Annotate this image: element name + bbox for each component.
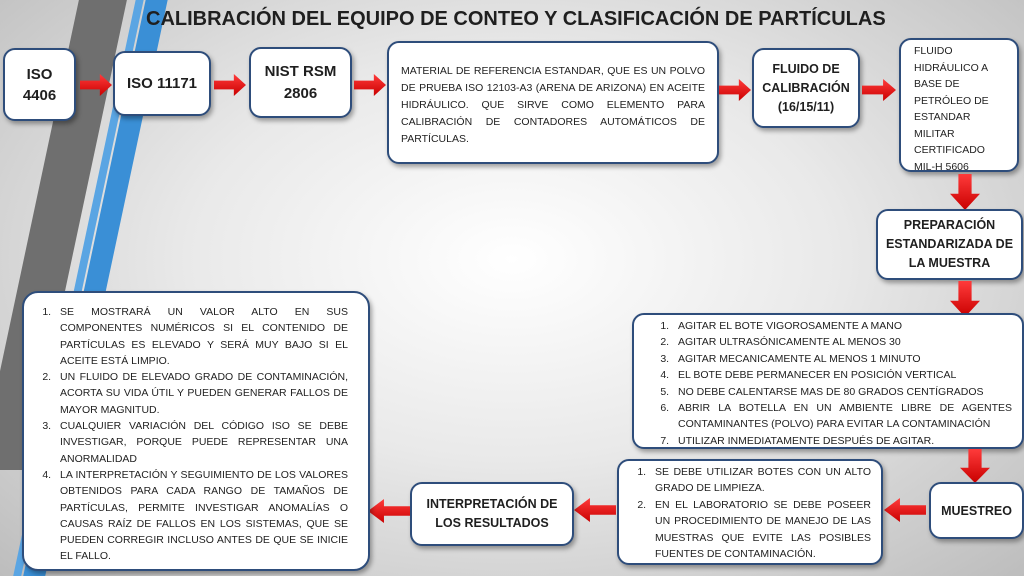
box-iso-4406: [3, 48, 76, 121]
arrow-left-3: [368, 499, 410, 523]
arrow-right-3: [354, 74, 386, 96]
arrow-down-3: [960, 449, 990, 483]
material-referencia-text: MATERIAL DE REFERENCIA ESTANDAR, QUE ES UN POLVO DE PRUEBA ISO 12103-A3 (ARENA DE ARIZONA) EN ACEITE HIDRÁULICO. QUE SIRVE COMO ELEMENTO PARA CALIBRACIÓN DE CONTADORES AUTOMÁTICOS DE PARTÍCULAS.: [401, 65, 705, 145]
page-title: CALIBRACIÓN DEL EQUIPO DE CONTEO Y CLASIFICACIÓN DE PARTÍCULAS: [146, 8, 886, 30]
arrow-right-4: [719, 79, 751, 101]
interpretacion-resultados-text: INTERPRETACIÓN DE LOS RESULTADOS: [426, 497, 558, 530]
agitar-step-3: 3. AGITAR MECANICAMENTE AL MENOS 1 MINUTO: [672, 351, 1012, 367]
muestreo-step-1: 1. SE DEBE UTILIZAR BOTES CON UN ALTO GRADO DE LIMPIEZA.: [649, 464, 871, 497]
agitar-step-4: 4. EL BOTE DEBE PERMANECER EN POSICIÓN VERTICAL: [672, 367, 1012, 383]
fluido-calibracion-text: FLUIDO DE CALIBRACIÓN (16/15/11): [762, 61, 850, 114]
agitar-step-2: 2. AGITAR ULTRASÓNICAMENTE AL MENOS 30: [672, 334, 1012, 350]
box-resultados-pasos: [22, 291, 370, 571]
arrow-right-5: [862, 79, 896, 101]
resultados-step-4: 4. LA INTERPRETACIÓN Y SEGUIMIENTO DE LOS VALORES OBTENIDOS PARA CADA RANGO DE TAMAÑOS DE PARTÍCULAS, PERMITE INVESTIGAR ANOMALÍAS O CAUSAS RAÍZ DE FALLOS EN LOS SISTEMAS, QUE SE PUEDEN CORREGIR INCLUSO ANTES DE QUE SE INICIE EL FALLO.: [54, 467, 348, 565]
box-nist-rsm: [249, 47, 352, 118]
resultados-step-3: 3. CUALQUIER VARIACIÓN DEL CÓDIGO ISO SE DEBE INVESTIGAR, PORQUE PUEDE REPRESENTAR UNA ANORMALIDAD: [54, 418, 348, 467]
arrow-right-2: [214, 74, 246, 96]
arrow-left-1: [884, 498, 926, 522]
resultados-steps-list: [34, 304, 348, 565]
fluido-hidraulico-text: FLUIDO HIDRÁULICO A BASE DE PETRÓLEO DE ESTANDAR MILITAR CERTIFICADO MIL-H 5606: [914, 45, 989, 173]
arrow-left-2: [574, 498, 616, 522]
box-interpretacion-resultados: [410, 482, 574, 546]
preparacion-muestra-text: PREPARACIÓN ESTANDARIZADA DE LA MUESTRA: [885, 218, 1014, 270]
agitar-step-7: 7. UTILIZAR INMEDIATAMENTE DESPUÉS DE AGITAR.: [672, 433, 1012, 449]
iso-11171-label: ISO 11171: [126, 75, 198, 92]
agitar-step-6: 6. ABRIR LA BOTELLA EN UN AMBIENTE LIBRE DE AGENTES CONTAMINANTES (POLVO) PARA EVITAR LA CONTAMINACIÓN: [672, 400, 1012, 433]
arrow-down-1: [950, 174, 980, 210]
resultados-step-1: 1. SE MOSTRARÁ UN VALOR ALTO EN SUS COMPONENTES NUMÉRICOS SI EL CONTENIDO DE PARTÍCULAS ES ELEVADO Y SERÁ MUY BAJO SI EL ACEITE ESTÁ LIMPIO.: [54, 304, 348, 369]
resultados-step-2: 2. UN FLUIDO DE ELEVADO GRADO DE CONTAMINACIÓN, ACORTA SU VIDA ÚTIL Y PUEDEN GENERAR FALLOS DE MAYOR MAGNITUD.: [54, 369, 348, 418]
agitar-step-5: 5. NO DEBE CALENTARSE MAS DE 80 GRADOS CENTÍGRADOS: [672, 384, 1012, 400]
box-agitar-pasos: [632, 313, 1024, 449]
box-preparacion-muestra: [876, 209, 1023, 280]
muestreo-steps-list: [629, 464, 871, 562]
box-iso-11171: [113, 51, 211, 116]
box-muestreo-pasos: [617, 459, 883, 565]
muestreo-step-2: 2. EN EL LABORATORIO SE DEBE POSEER UN PROCEDIMIENTO DE MANEJO DE LAS MUESTRAS QUE EVITE LAS POSIBLES FUENTES DE CONTAMINACIÓN.: [649, 497, 871, 563]
agitar-steps-list: [652, 318, 1012, 449]
box-muestreo: [929, 482, 1024, 539]
arrow-down-2: [950, 281, 980, 317]
muestreo-label: MUESTREO: [941, 503, 1012, 518]
nist-rsm-label: NIST RSM 2806: [264, 62, 337, 102]
iso-4406-label: ISO 4406: [22, 65, 57, 104]
box-material-referencia: [387, 41, 719, 164]
box-fluido-hidraulico: [899, 38, 1019, 172]
box-fluido-calibracion: [752, 48, 860, 128]
agitar-step-1: 1. AGITAR EL BOTE VIGOROSAMENTE A MANO: [672, 318, 1012, 334]
